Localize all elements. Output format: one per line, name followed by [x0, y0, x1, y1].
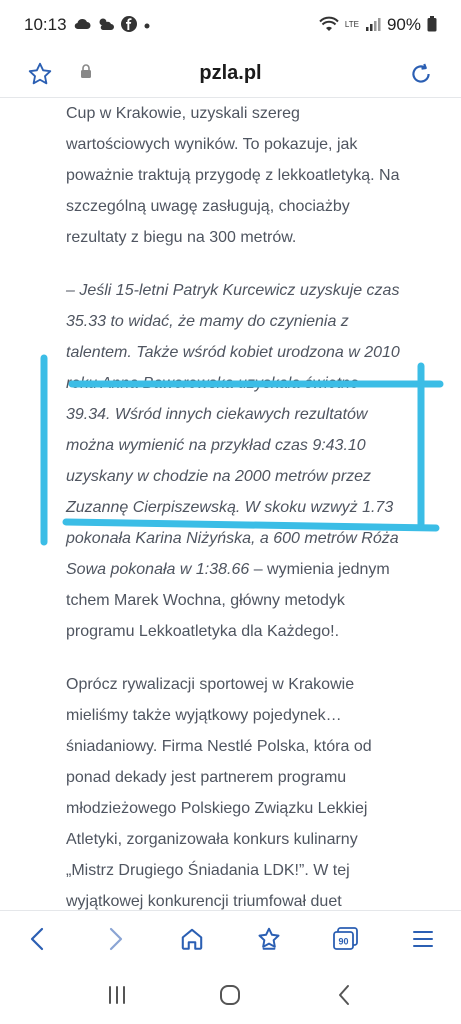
- article-paragraph-3: [66, 669, 406, 910]
- dot-icon: [143, 17, 151, 33]
- battery-percent: 90%: [386, 15, 421, 34]
- home-circle-icon[interactable]: [212, 977, 248, 1013]
- status-left: [24, 15, 151, 35]
- status-time: 10:13: [24, 15, 67, 34]
- battery-icon: [427, 16, 437, 35]
- facebook-icon: [121, 16, 137, 35]
- system-back-icon[interactable]: [326, 977, 362, 1013]
- recents-icon[interactable]: [99, 977, 135, 1013]
- system-nav-bar: [0, 966, 461, 1024]
- menu-icon[interactable]: [405, 921, 441, 957]
- url-bar: [0, 50, 461, 98]
- quote-text: – Jeśli 15-letni Patryk Kurcewicz uzyskuje czas 35.33 to widać, że mamy do czynienia z talentem. Także wśród kobiet urodzona w 2010 roku Anna Baworowska uzyskała świetne 39.34. Wśród innych ciekawych rezultatów można wymienić na przykład czas 9:43.10 uzyskany w chodzie na 2000 metrów przez Zuzannę Cierpiszewską. W skoku wzwyż 1.73 pokonała Karina Niżyńska, a 600 metrów Róża Sowa pokonała w 1:38.66: [66, 282, 400, 578]
- star-icon[interactable]: [22, 56, 58, 92]
- url-text[interactable]: pzla.pl: [199, 62, 262, 84]
- wifi-icon: [319, 16, 339, 35]
- quote-attribution: – wymienia jednym tchem Marek Wochna, główny metodyk programu Lekkoatletyka dla Każdego!.: [66, 561, 390, 640]
- tabs-count: 90: [338, 936, 349, 946]
- article-paragraph-2: [66, 275, 406, 647]
- article-paragraph-1: [66, 98, 406, 253]
- article-body: [66, 98, 406, 910]
- back-icon[interactable]: [20, 921, 56, 957]
- reload-icon[interactable]: [403, 56, 439, 92]
- status-bar: [0, 0, 461, 50]
- tabs-icon[interactable]: [328, 921, 364, 957]
- paragraph-text: Oprócz rywalizacji sportowej w Krakowie mieliśmy także wyjątkowy pojedynek… śniadaniowy. Firma Nestlé Polska, która od ponad dekady jest partnerem programu młodzieżowego Polskiego Związku Lekkiej Atletyki, zorganizowała konkurs kulinarny „Mistrz Drugiego Śniadania LDK!”. W tej wyjątkowej konkurencji triumfował duet: [66, 676, 372, 910]
- weather-icon: [97, 17, 115, 34]
- cloud-icon: [73, 17, 91, 33]
- lock-icon[interactable]: [80, 64, 92, 83]
- home-icon[interactable]: [174, 921, 210, 957]
- forward-icon[interactable]: [97, 921, 133, 957]
- paragraph-text: Cup w Krakowie, uzyskali szereg wartościowych wyników. To pokazuje, jak poważnie traktują przygodę z lekkoatletyką. Na szczególną uwagę zasługują, chociażby rezultaty z biegu na 300 metrów.: [66, 105, 400, 246]
- url-left: [22, 56, 92, 92]
- page-content[interactable]: [0, 98, 461, 910]
- bookmarks-icon[interactable]: [251, 921, 287, 957]
- browser-bottom-nav: [0, 910, 461, 966]
- signal-icon: [365, 17, 381, 34]
- status-right: [319, 15, 437, 35]
- network-label: LTE: [344, 20, 359, 29]
- volte-icon: [345, 21, 359, 29]
